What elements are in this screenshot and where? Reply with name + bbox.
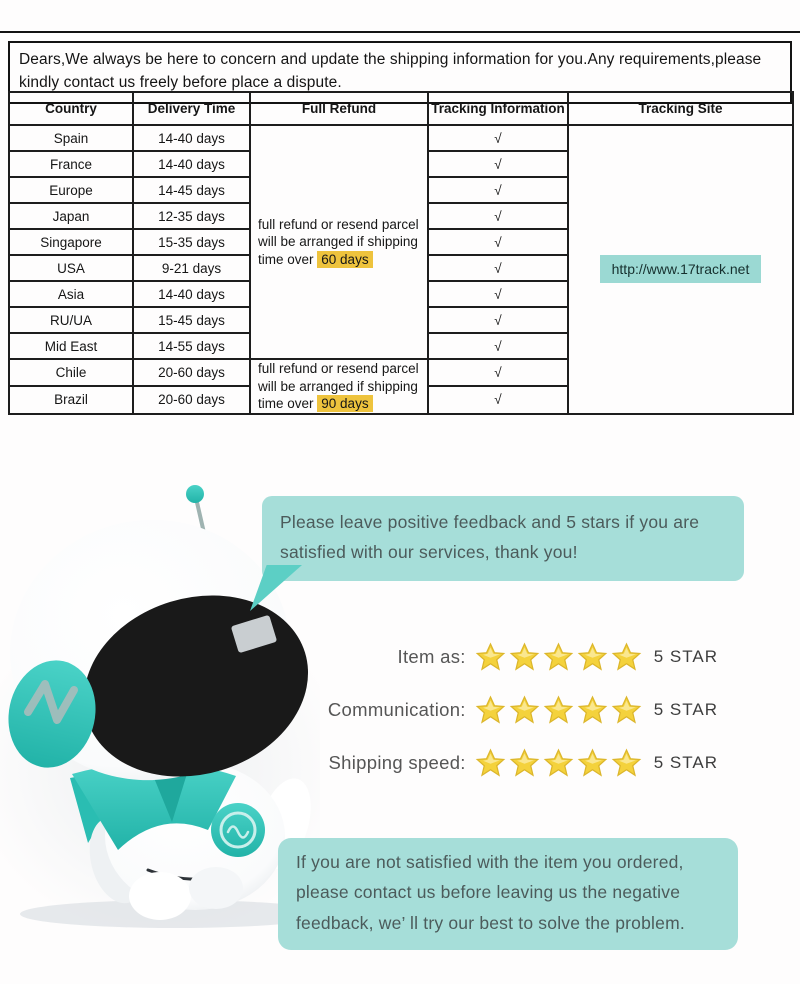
rating-label: Communication: bbox=[327, 699, 466, 720]
country-cell: France bbox=[9, 151, 133, 177]
rating-value: 5 STAR bbox=[653, 753, 718, 772]
star-icon bbox=[577, 695, 608, 725]
tracking-check: √ bbox=[428, 229, 568, 255]
col-header-delivery-time: Delivery Time bbox=[133, 92, 250, 125]
star-icon bbox=[475, 748, 506, 778]
star-icon bbox=[577, 642, 608, 672]
refund-text: full refund or resend parcel will be arranged if shipping time over bbox=[258, 361, 419, 412]
refund-text: full refund or resend parcel will be arranged if shipping time over bbox=[258, 216, 419, 267]
tracking-check: √ bbox=[428, 177, 568, 203]
top-divider bbox=[0, 31, 800, 33]
star-rating bbox=[475, 748, 642, 778]
dispute-warning-bubble: If you are not satisfied with the item you ordered, please contact us before leaving us the negative feedback, we’ ll try our best to solve the problem. bbox=[278, 838, 738, 950]
country-cell: Chile bbox=[9, 359, 133, 386]
tracking-check: √ bbox=[428, 281, 568, 307]
country-cell: Asia bbox=[9, 281, 133, 307]
shipping-table bbox=[8, 91, 794, 415]
tracking-site-link[interactable]: http://www.17track.net bbox=[600, 255, 762, 283]
refund-cell-90-days bbox=[250, 359, 428, 414]
tracking-check: √ bbox=[428, 307, 568, 333]
seller-notice: Dears,We always be here to concern and update the shipping information for you.Any requirements,please kindly contact us freely before place a dispute. bbox=[8, 41, 792, 104]
delivery-cell: 20-60 days bbox=[133, 386, 250, 413]
right-foot bbox=[189, 867, 243, 909]
tracking-check: √ bbox=[428, 203, 568, 229]
country-cell: Singapore bbox=[9, 229, 133, 255]
rating-row-item-as bbox=[0, 637, 718, 677]
star-icon bbox=[509, 748, 540, 778]
delivery-cell: 14-40 days bbox=[133, 281, 250, 307]
delivery-cell: 12-35 days bbox=[133, 203, 250, 229]
star-icon bbox=[509, 695, 540, 725]
table-header-row bbox=[9, 92, 793, 125]
rating-label: Item as: bbox=[397, 646, 466, 667]
table-row bbox=[9, 125, 793, 151]
rating-row-shipping-speed bbox=[0, 743, 718, 783]
rating-value: 5 STAR bbox=[653, 700, 718, 719]
antenna-ball-icon bbox=[186, 485, 204, 503]
rating-row-communication bbox=[0, 690, 718, 730]
country-cell: USA bbox=[9, 255, 133, 281]
star-rating bbox=[475, 642, 642, 672]
tracking-check: √ bbox=[428, 151, 568, 177]
star-rating bbox=[475, 695, 642, 725]
country-cell: Japan bbox=[9, 203, 133, 229]
star-icon bbox=[611, 642, 642, 672]
tracking-check: √ bbox=[428, 359, 568, 386]
tracking-check: √ bbox=[428, 125, 568, 151]
star-icon bbox=[475, 642, 506, 672]
delivery-cell: 9-21 days bbox=[133, 255, 250, 281]
feedback-request-bubble: Please leave positive feedback and 5 stars if you are satisfied with our services, thank you! bbox=[262, 496, 744, 581]
tracking-check: √ bbox=[428, 255, 568, 281]
col-header-country: Country bbox=[9, 92, 133, 125]
refund-cell-60-days bbox=[250, 125, 428, 359]
star-icon bbox=[543, 642, 574, 672]
tracking-site-cell bbox=[568, 125, 793, 414]
country-cell: RU/UA bbox=[9, 307, 133, 333]
col-header-tracking-information: Tracking Information bbox=[428, 92, 568, 125]
star-icon bbox=[543, 748, 574, 778]
delivery-cell: 14-40 days bbox=[133, 151, 250, 177]
delivery-cell: 15-35 days bbox=[133, 229, 250, 255]
col-header-tracking-site: Tracking Site bbox=[568, 92, 793, 125]
country-cell: Brazil bbox=[9, 386, 133, 413]
star-icon bbox=[543, 695, 574, 725]
delivery-cell: 15-45 days bbox=[133, 307, 250, 333]
tracking-check: √ bbox=[428, 333, 568, 359]
refund-highlight: 60 days bbox=[317, 251, 372, 268]
star-icon bbox=[577, 748, 608, 778]
delivery-cell: 14-55 days bbox=[133, 333, 250, 359]
refund-highlight: 90 days bbox=[317, 395, 372, 412]
country-cell: Europe bbox=[9, 177, 133, 203]
star-icon bbox=[509, 642, 540, 672]
delivery-cell: 14-45 days bbox=[133, 177, 250, 203]
star-icon bbox=[475, 695, 506, 725]
left-foot bbox=[129, 872, 191, 920]
rating-label: Shipping speed: bbox=[328, 752, 466, 773]
star-icon bbox=[611, 748, 642, 778]
delivery-cell: 20-60 days bbox=[133, 359, 250, 386]
country-cell: Mid East bbox=[9, 333, 133, 359]
star-icon bbox=[611, 695, 642, 725]
country-cell: Spain bbox=[9, 125, 133, 151]
rating-value: 5 STAR bbox=[653, 647, 718, 666]
delivery-cell: 14-40 days bbox=[133, 125, 250, 151]
col-header-full-refund: Full Refund bbox=[250, 92, 428, 125]
tracking-check: √ bbox=[428, 386, 568, 413]
